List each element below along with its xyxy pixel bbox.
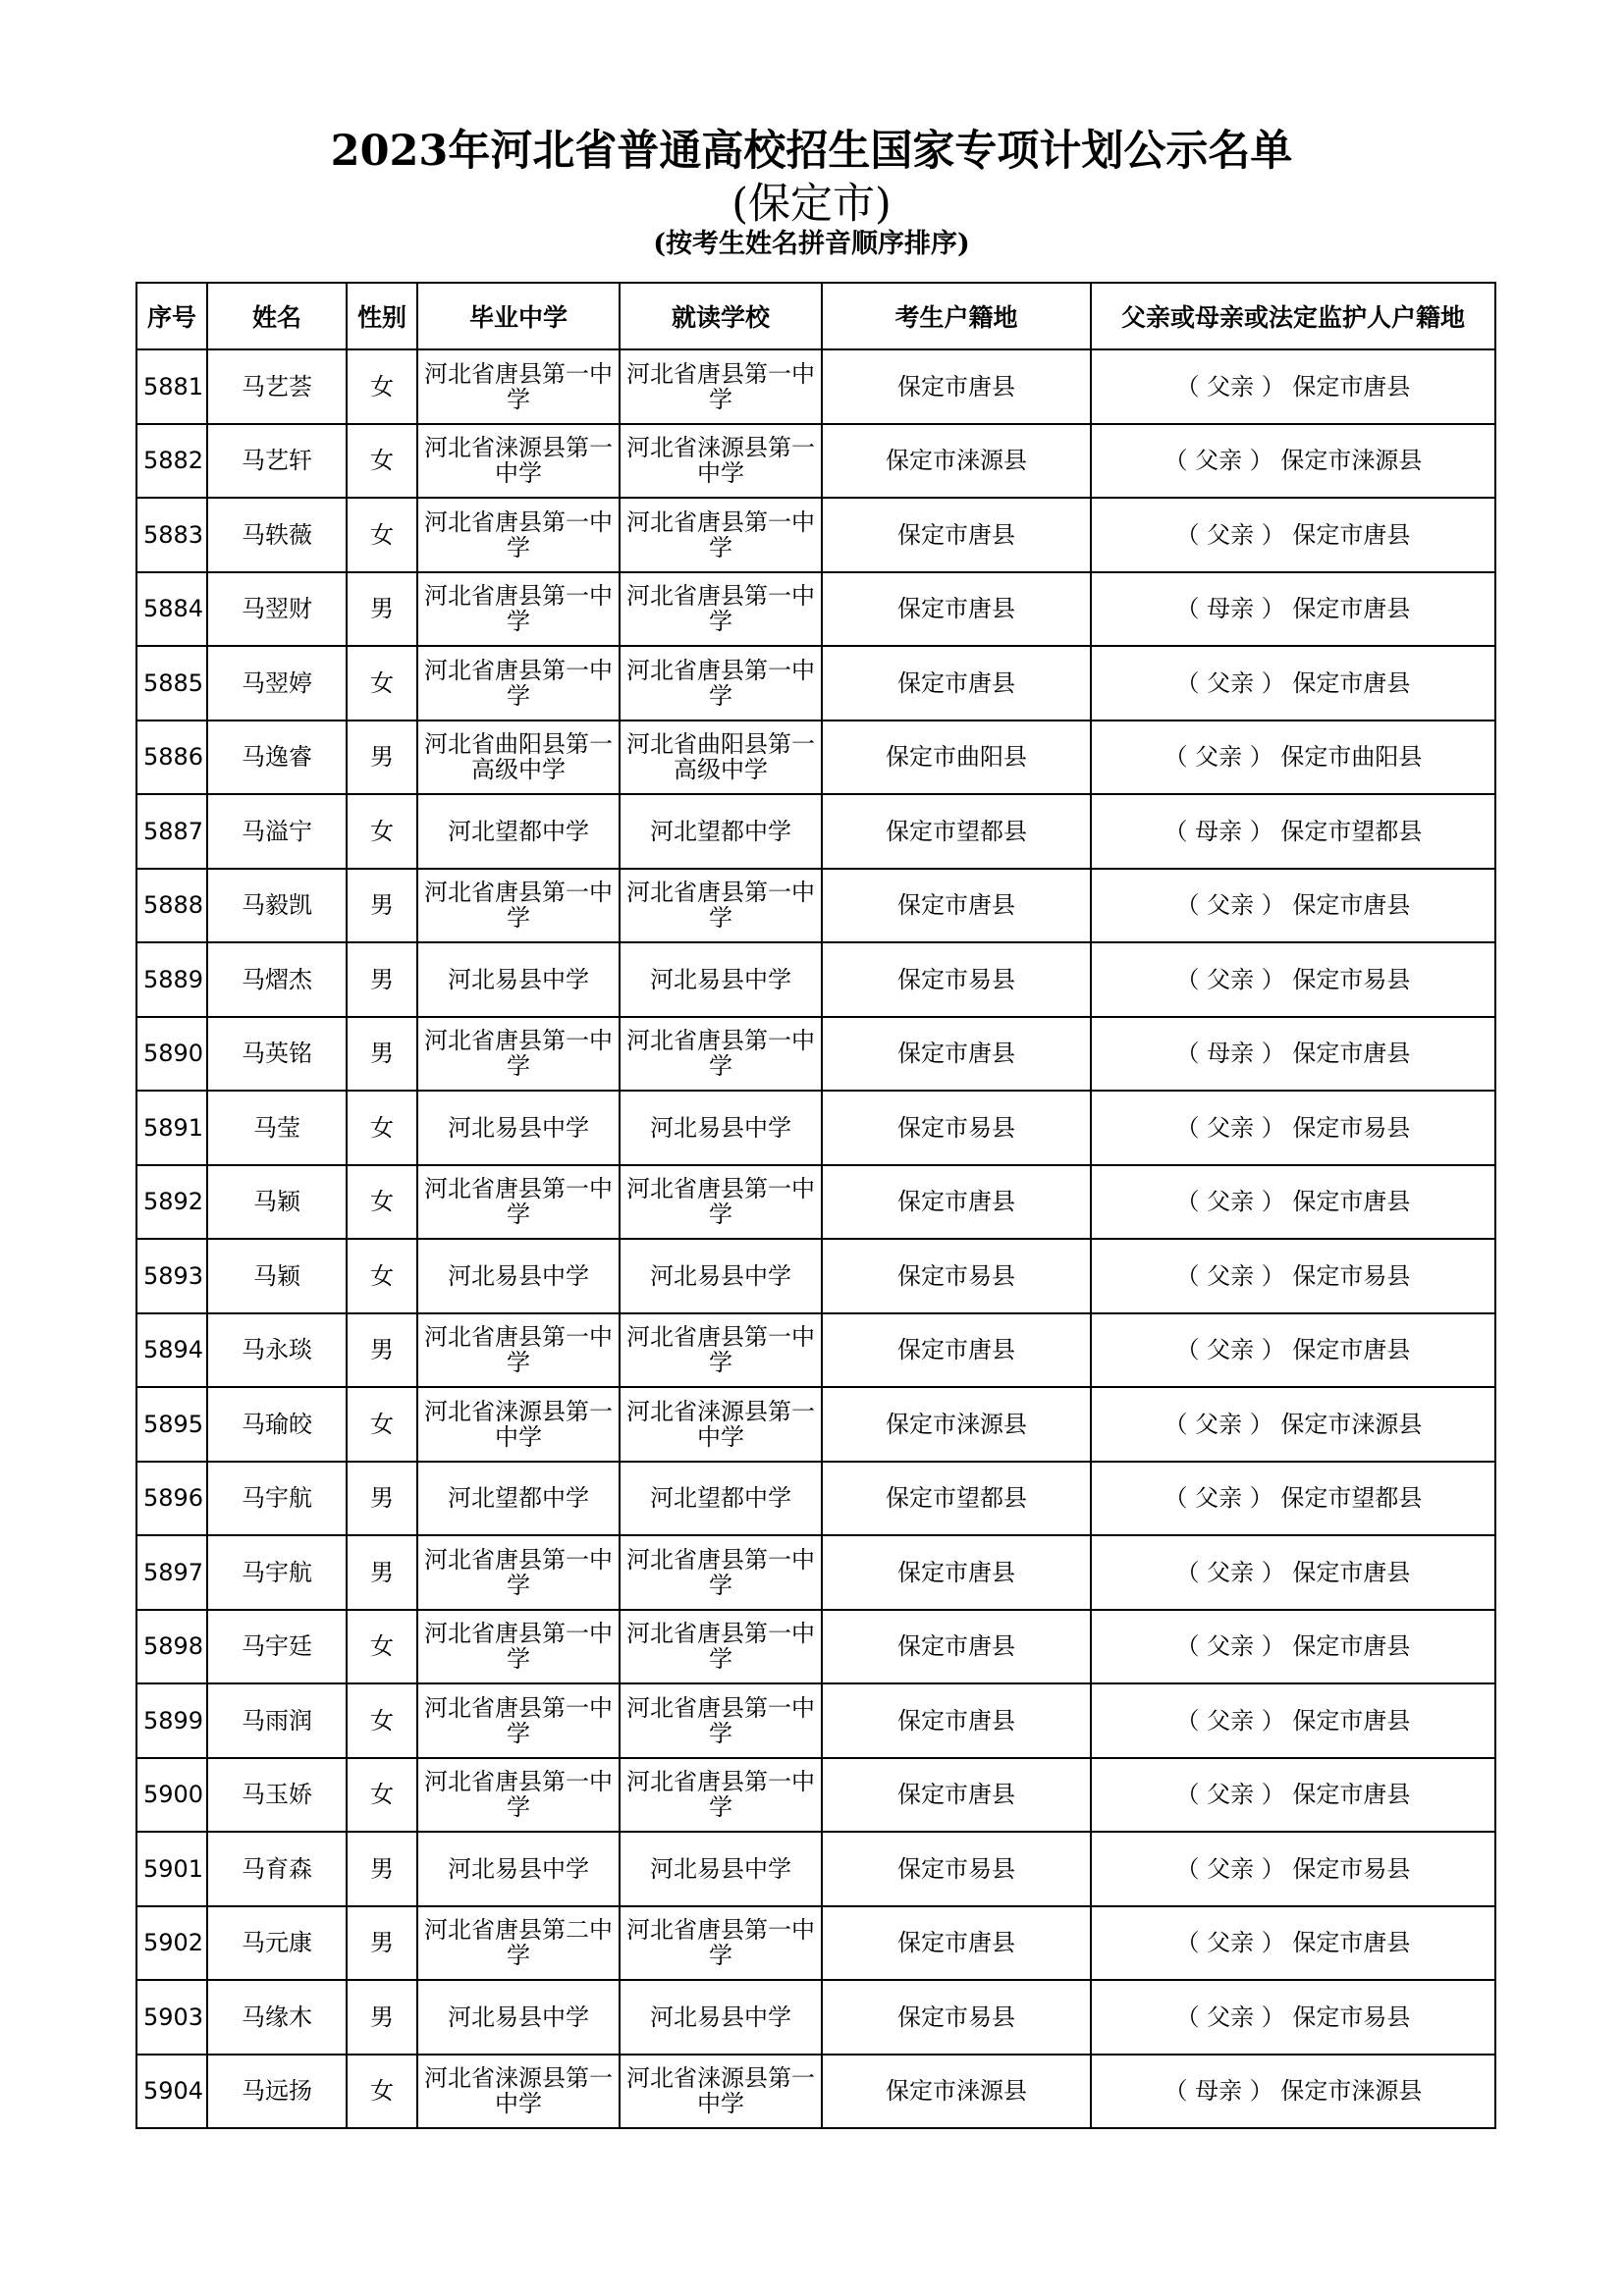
cell-name: 马宇航 (207, 1462, 347, 1536)
cell-no: 5894 (136, 1313, 207, 1388)
cell-guardian: （ 父亲 ） 保定市唐县 (1091, 646, 1495, 721)
cell-gender: 男 (347, 1980, 417, 2055)
cell-guardian: （ 母亲 ） 保定市唐县 (1091, 572, 1495, 647)
column-header-grad-school: 毕业中学 (417, 283, 620, 349)
cell-gender: 女 (347, 1091, 417, 1165)
table-row (136, 1980, 1495, 2055)
cell-grad-school: 河北望都中学 (417, 794, 620, 869)
cell-name: 马雨润 (207, 1683, 347, 1758)
cell-no: 5882 (136, 424, 207, 499)
cell-guardian: （ 母亲 ） 保定市涞源县 (1091, 2055, 1495, 2129)
cell-study-school: 河北望都中学 (620, 1462, 822, 1536)
cell-name: 马轶薇 (207, 498, 347, 572)
cell-study-school: 河北省唐县第一中学 (620, 1758, 822, 1833)
cell-grad-school: 河北省涞源县第一中学 (417, 2055, 620, 2129)
cell-study-school: 河北易县中学 (620, 1091, 822, 1165)
table-row (136, 721, 1495, 795)
cell-gender: 男 (347, 1832, 417, 1906)
cell-name: 马艺轩 (207, 424, 347, 499)
cell-name: 马熠杰 (207, 942, 347, 1017)
table-row (136, 794, 1495, 869)
cell-guardian: （ 父亲 ） 保定市易县 (1091, 1832, 1495, 1906)
cell-no: 5898 (136, 1610, 207, 1684)
cell-name: 马缘木 (207, 1980, 347, 2055)
cell-gender: 女 (347, 1610, 417, 1684)
cell-gender: 男 (347, 572, 417, 647)
cell-no: 5886 (136, 721, 207, 795)
cell-name: 马远扬 (207, 2055, 347, 2129)
cell-guardian: （ 父亲 ） 保定市涞源县 (1091, 424, 1495, 499)
cell-gender: 女 (347, 1758, 417, 1833)
table-row (136, 1462, 1495, 1536)
cell-residence: 保定市易县 (822, 1091, 1091, 1165)
cell-guardian: （ 父亲 ） 保定市易县 (1091, 1980, 1495, 2055)
cell-grad-school: 河北省唐县第一中学 (417, 1683, 620, 1758)
cell-grad-school: 河北易县中学 (417, 1832, 620, 1906)
cell-guardian: （ 父亲 ） 保定市易县 (1091, 942, 1495, 1017)
column-header-study-school: 就读学校 (620, 283, 822, 349)
table-row (136, 498, 1495, 572)
cell-name: 马逸睿 (207, 721, 347, 795)
cell-residence: 保定市唐县 (822, 1313, 1091, 1388)
table-row (136, 1535, 1495, 1610)
cell-study-school: 河北省唐县第一中学 (620, 1313, 822, 1388)
cell-residence: 保定市涞源县 (822, 424, 1091, 499)
cell-study-school: 河北易县中学 (620, 942, 822, 1017)
table-header-row (136, 283, 1495, 349)
cell-name: 马元康 (207, 1906, 347, 1981)
cell-name: 马永琰 (207, 1313, 347, 1388)
cell-grad-school: 河北易县中学 (417, 942, 620, 1017)
cell-gender: 女 (347, 1683, 417, 1758)
cell-grad-school: 河北省唐县第一中学 (417, 572, 620, 647)
cell-study-school: 河北望都中学 (620, 794, 822, 869)
cell-grad-school: 河北易县中学 (417, 1980, 620, 2055)
cell-residence: 保定市涞源县 (822, 2055, 1091, 2129)
cell-study-school: 河北省唐县第一中学 (620, 1535, 822, 1610)
cell-gender: 女 (347, 646, 417, 721)
cell-gender: 女 (347, 2055, 417, 2129)
table-row (136, 1906, 1495, 1981)
cell-no: 5900 (136, 1758, 207, 1833)
column-header-name: 姓名 (207, 283, 347, 349)
cell-study-school: 河北省曲阳县第一高级中学 (620, 721, 822, 795)
table-row (136, 572, 1495, 647)
cell-guardian: （ 父亲 ） 保定市唐县 (1091, 1610, 1495, 1684)
cell-residence: 保定市唐县 (822, 1610, 1091, 1684)
page-subtitle: (保定市) (731, 180, 892, 229)
cell-name: 马毅凯 (207, 869, 347, 943)
cell-grad-school: 河北省涞源县第一中学 (417, 1387, 620, 1462)
cell-no: 5887 (136, 794, 207, 869)
cell-guardian: （ 父亲 ） 保定市唐县 (1091, 1758, 1495, 1833)
cell-gender: 女 (347, 424, 417, 499)
cell-study-school: 河北省唐县第一中学 (620, 498, 822, 572)
cell-guardian: （ 父亲 ） 保定市易县 (1091, 1239, 1495, 1313)
cell-study-school: 河北易县中学 (620, 1980, 822, 2055)
cell-name: 马英铭 (207, 1017, 347, 1092)
cell-no: 5901 (136, 1832, 207, 1906)
table-row (136, 1091, 1495, 1165)
cell-no: 5899 (136, 1683, 207, 1758)
page-title: 2023年河北省普通高校招生国家专项计划公示名单 (330, 127, 1293, 176)
cell-guardian: （ 母亲 ） 保定市望都县 (1091, 794, 1495, 869)
cell-name: 马宇廷 (207, 1610, 347, 1684)
cell-no: 5889 (136, 942, 207, 1017)
cell-grad-school: 河北省曲阳县第一高级中学 (417, 721, 620, 795)
cell-no: 5883 (136, 498, 207, 572)
cell-grad-school: 河北省唐县第二中学 (417, 1906, 620, 1981)
table-row (136, 1610, 1495, 1684)
cell-grad-school: 河北省唐县第一中学 (417, 1017, 620, 1092)
cell-study-school: 河北省唐县第一中学 (620, 1906, 822, 1981)
cell-no: 5891 (136, 1091, 207, 1165)
cell-name: 马育森 (207, 1832, 347, 1906)
table-row (136, 1313, 1495, 1388)
cell-grad-school: 河北省唐县第一中学 (417, 646, 620, 721)
cell-grad-school: 河北望都中学 (417, 1462, 620, 1536)
cell-grad-school: 河北省唐县第一中学 (417, 1313, 620, 1388)
cell-no: 5881 (136, 349, 207, 424)
cell-gender: 女 (347, 1165, 417, 1240)
cell-study-school: 河北省唐县第一中学 (620, 1683, 822, 1758)
cell-no: 5888 (136, 869, 207, 943)
table-row (136, 1387, 1495, 1462)
cell-grad-school: 河北省唐县第一中学 (417, 869, 620, 943)
cell-gender: 男 (347, 1906, 417, 1981)
table-row (136, 1832, 1495, 1906)
cell-residence: 保定市望都县 (822, 1462, 1091, 1536)
cell-name: 马颖 (207, 1239, 347, 1313)
cell-study-school: 河北省唐县第一中学 (620, 869, 822, 943)
cell-name: 马翌婷 (207, 646, 347, 721)
cell-name: 马艺荟 (207, 349, 347, 424)
cell-no: 5890 (136, 1017, 207, 1092)
cell-study-school: 河北易县中学 (620, 1832, 822, 1906)
cell-gender: 女 (347, 498, 417, 572)
cell-guardian: （ 父亲 ） 保定市唐县 (1091, 869, 1495, 943)
candidate-table (135, 282, 1496, 2129)
cell-study-school: 河北省唐县第一中学 (620, 1610, 822, 1684)
column-header-guardian: 父亲或母亲或法定监护人户籍地 (1091, 283, 1495, 349)
cell-guardian: （ 父亲 ） 保定市唐县 (1091, 349, 1495, 424)
table-row (136, 349, 1495, 424)
cell-guardian: （ 父亲 ） 保定市唐县 (1091, 1683, 1495, 1758)
cell-guardian: （ 母亲 ） 保定市唐县 (1091, 1017, 1495, 1092)
cell-residence: 保定市唐县 (822, 1017, 1091, 1092)
cell-study-school: 河北省涞源县第一中学 (620, 424, 822, 499)
cell-study-school: 河北省唐县第一中学 (620, 646, 822, 721)
table-row (136, 424, 1495, 499)
cell-no: 5884 (136, 572, 207, 647)
table-row (136, 1758, 1495, 1833)
cell-gender: 男 (347, 1313, 417, 1388)
cell-grad-school: 河北省唐县第一中学 (417, 349, 620, 424)
table-row (136, 1017, 1495, 1092)
cell-name: 马莹 (207, 1091, 347, 1165)
cell-residence: 保定市易县 (822, 1239, 1091, 1313)
cell-residence: 保定市唐县 (822, 1906, 1091, 1981)
cell-gender: 女 (347, 794, 417, 869)
cell-residence: 保定市曲阳县 (822, 721, 1091, 795)
cell-study-school: 河北省唐县第一中学 (620, 572, 822, 647)
cell-residence: 保定市易县 (822, 1980, 1091, 2055)
cell-grad-school: 河北易县中学 (417, 1239, 620, 1313)
cell-gender: 女 (347, 1239, 417, 1313)
cell-residence: 保定市唐县 (822, 572, 1091, 647)
cell-no: 5895 (136, 1387, 207, 1462)
cell-study-school: 河北省唐县第一中学 (620, 349, 822, 424)
cell-name: 马溢宁 (207, 794, 347, 869)
cell-grad-school: 河北省唐县第一中学 (417, 498, 620, 572)
table-row (136, 869, 1495, 943)
cell-gender: 男 (347, 1535, 417, 1610)
cell-residence: 保定市望都县 (822, 794, 1091, 869)
cell-study-school: 河北省涞源县第一中学 (620, 2055, 822, 2129)
cell-study-school: 河北易县中学 (620, 1239, 822, 1313)
cell-guardian: （ 父亲 ） 保定市唐县 (1091, 1165, 1495, 1240)
cell-name: 马玉娇 (207, 1758, 347, 1833)
column-header-gender: 性别 (347, 283, 417, 349)
cell-residence: 保定市唐县 (822, 1758, 1091, 1833)
cell-residence: 保定市唐县 (822, 1535, 1091, 1610)
table-row (136, 1165, 1495, 1240)
cell-study-school: 河北省唐县第一中学 (620, 1017, 822, 1092)
cell-guardian: （ 父亲 ） 保定市唐县 (1091, 1535, 1495, 1610)
cell-no: 5885 (136, 646, 207, 721)
cell-no: 5892 (136, 1165, 207, 1240)
cell-grad-school: 河北省唐县第一中学 (417, 1535, 620, 1610)
cell-grad-school: 河北省唐县第一中学 (417, 1610, 620, 1684)
cell-residence: 保定市唐县 (822, 1165, 1091, 1240)
cell-no: 5903 (136, 1980, 207, 2055)
cell-guardian: （ 父亲 ） 保定市唐县 (1091, 1313, 1495, 1388)
cell-grad-school: 河北省涞源县第一中学 (417, 424, 620, 499)
cell-name: 马宇航 (207, 1535, 347, 1610)
cell-no: 5897 (136, 1535, 207, 1610)
table-row (136, 942, 1495, 1017)
cell-gender: 男 (347, 869, 417, 943)
column-header-no: 序号 (136, 283, 207, 349)
table-row (136, 1683, 1495, 1758)
cell-residence: 保定市易县 (822, 1832, 1091, 1906)
table-row (136, 1239, 1495, 1313)
cell-grad-school: 河北省唐县第一中学 (417, 1165, 620, 1240)
cell-residence: 保定市涞源县 (822, 1387, 1091, 1462)
cell-name: 马翌财 (207, 572, 347, 647)
cell-no: 5904 (136, 2055, 207, 2129)
cell-gender: 男 (347, 942, 417, 1017)
cell-residence: 保定市唐县 (822, 498, 1091, 572)
table-row (136, 646, 1495, 721)
cell-no: 5893 (136, 1239, 207, 1313)
cell-name: 马颖 (207, 1165, 347, 1240)
cell-name: 马瑜皎 (207, 1387, 347, 1462)
table-body (136, 349, 1495, 2128)
cell-guardian: （ 父亲 ） 保定市唐县 (1091, 498, 1495, 572)
table-row (136, 2055, 1495, 2129)
column-header-residence: 考生户籍地 (822, 283, 1091, 349)
cell-grad-school: 河北省唐县第一中学 (417, 1758, 620, 1833)
cell-guardian: （ 父亲 ） 保定市唐县 (1091, 1906, 1495, 1981)
cell-residence: 保定市唐县 (822, 1683, 1091, 1758)
cell-guardian: （ 父亲 ） 保定市易县 (1091, 1091, 1495, 1165)
cell-residence: 保定市易县 (822, 942, 1091, 1017)
cell-guardian: （ 父亲 ） 保定市曲阳县 (1091, 721, 1495, 795)
cell-gender: 男 (347, 721, 417, 795)
cell-no: 5896 (136, 1462, 207, 1536)
cell-guardian: （ 父亲 ） 保定市望都县 (1091, 1462, 1495, 1536)
cell-grad-school: 河北易县中学 (417, 1091, 620, 1165)
cell-residence: 保定市唐县 (822, 646, 1091, 721)
cell-gender: 男 (347, 1462, 417, 1536)
sort-note: (按考生姓名拼音顺序排序) (653, 229, 970, 259)
cell-no: 5902 (136, 1906, 207, 1981)
cell-guardian: （ 父亲 ） 保定市涞源县 (1091, 1387, 1495, 1462)
cell-study-school: 河北省唐县第一中学 (620, 1165, 822, 1240)
cell-gender: 女 (347, 1387, 417, 1462)
cell-residence: 保定市唐县 (822, 869, 1091, 943)
cell-gender: 女 (347, 349, 417, 424)
cell-gender: 男 (347, 1017, 417, 1092)
cell-study-school: 河北省涞源县第一中学 (620, 1387, 822, 1462)
cell-residence: 保定市唐县 (822, 349, 1091, 424)
